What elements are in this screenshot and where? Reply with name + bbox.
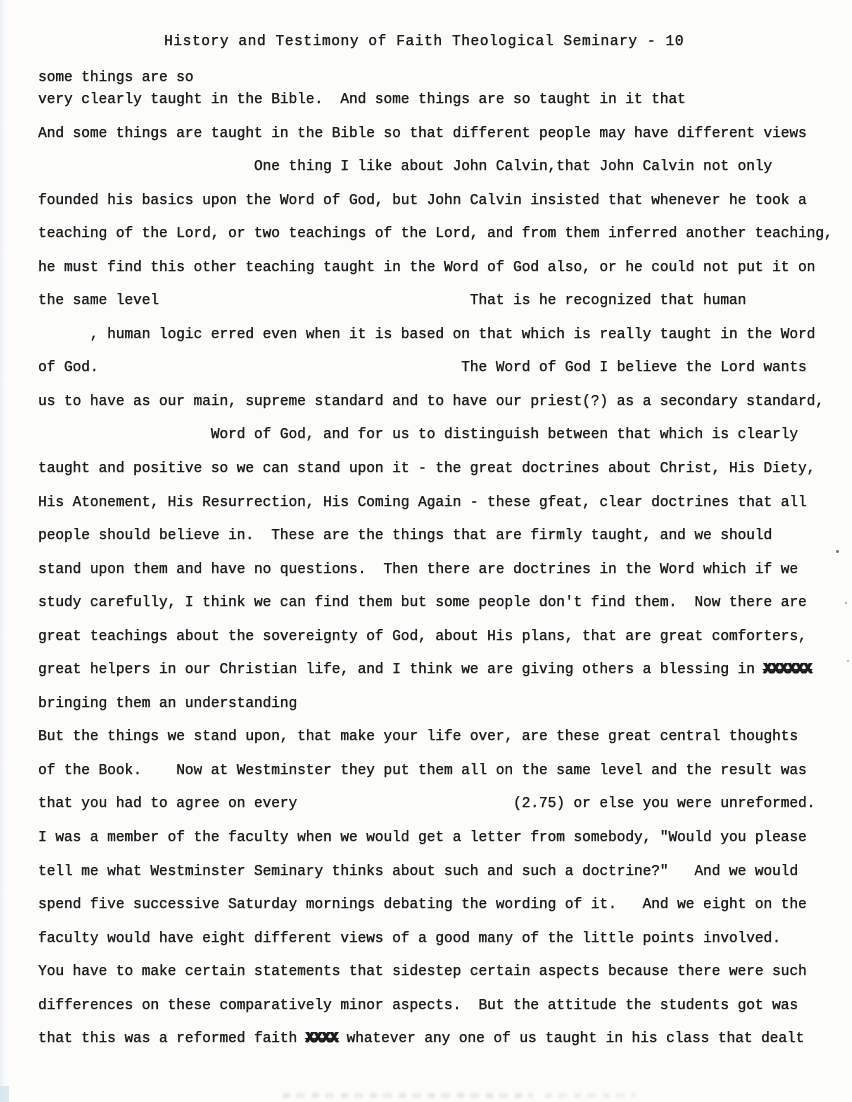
text-line: study carefully, I think we can find them but some people don't find them. Now there are [38, 595, 807, 612]
bleed-through-smudge [545, 1093, 635, 1098]
text-line: taught and positive so we can stand upon it - the great doctrines about Christ, His Diety, [38, 461, 816, 478]
text-line: tell me what Westminster Seminary thinks about such and such a doctrine?" And we would [38, 863, 798, 880]
scan-speck [836, 550, 839, 553]
text-line: the same level That is he recognized that human [38, 293, 747, 310]
text-line: , human logic erred even when it is based on that which is really taught in the Word [38, 326, 816, 343]
struck-out-text: XXXX [305, 1031, 338, 1048]
text-line: of the Book. Now at Westminster they put them all on the same level and the result was [38, 762, 807, 779]
text-line: founded his basics upon the Word of God, but John Calvin insisted that whenever he took a [38, 192, 807, 209]
text-line: of God. The Word of God I believe the Lord wants [38, 360, 807, 377]
text-line: And some things are taught in the Bible so that different people may have different views [38, 125, 807, 142]
text-line: You have to make certain statements that sidestep certain aspects because there were such [38, 964, 807, 981]
text-line: spend five successive Saturday mornings debating the wording of it. And we eight on the [38, 897, 807, 914]
text-line: great teachings about the sovereignty of God, about His plans, that are great comforters, [38, 628, 807, 645]
text-line: stand upon them and have no questions. Then there are doctrines in the Word which if we [38, 561, 798, 578]
text-line: One thing I like about John Calvin,that John Calvin not only [38, 159, 773, 176]
text-line: some things are so [38, 70, 194, 86]
scan-speck [847, 660, 849, 662]
scan-speck [287, 36, 289, 38]
text-line: But the things we stand upon, that make your life over, are these great central thoughts [38, 729, 798, 746]
text-line: Word of God, and for us to distinguish between that which is clearly [38, 427, 798, 444]
text-line: bringing them an understanding [38, 695, 298, 712]
scan-speck [845, 602, 847, 604]
text-line: very clearly taught in the Bible. And some things are so taught in it that [38, 92, 686, 108]
document-body [38, 72, 838, 1057]
text-line: us to have as our main, supreme standard and to have our priest(?) as a secondary standard, [38, 393, 824, 410]
text-segment: whatever any one of us taught in his class that dealt [337, 1031, 805, 1048]
page-title: History and Testimony of Faith Theological Seminary - 10 [164, 34, 685, 50]
text-line: I was a member of the faculty when we would get a letter from somebody, "Would you please [38, 830, 807, 847]
text-line: faculty would have eight different views of a good many of the little points involved. [38, 930, 781, 947]
text-line: His Atonement, His Resurrection, His Coming Again - these gfeat, clear doctrines that all [38, 494, 807, 511]
text-line: differences on these comparatively minor aspects. But the attitude the students got was [38, 997, 798, 1014]
struck-out-text: XXXXXX [763, 662, 812, 679]
text-segment: that this was a reformed faith [38, 1031, 306, 1048]
scan-edge-tint [0, 0, 6, 1102]
text-line [38, 1023, 838, 1057]
scan-corner-tint [0, 1086, 9, 1102]
text-segment: great helpers in our Christian life, and I think we are giving others a blessing in [38, 662, 764, 679]
text-line [38, 654, 838, 688]
bleed-through-smudge [283, 1093, 533, 1098]
text-line: people should believe in. These are the things that are firmly taught, and we should [38, 528, 773, 545]
text-line: he must find this other teaching taught in the Word of God also, or he could not put it on [38, 259, 816, 276]
text-line: teaching of the Lord, or two teachings of the Lord, and from them inferred another teaching, [38, 226, 833, 243]
text-line: that you had to agree on every (2.75) or else you were unreformed. [38, 796, 816, 813]
